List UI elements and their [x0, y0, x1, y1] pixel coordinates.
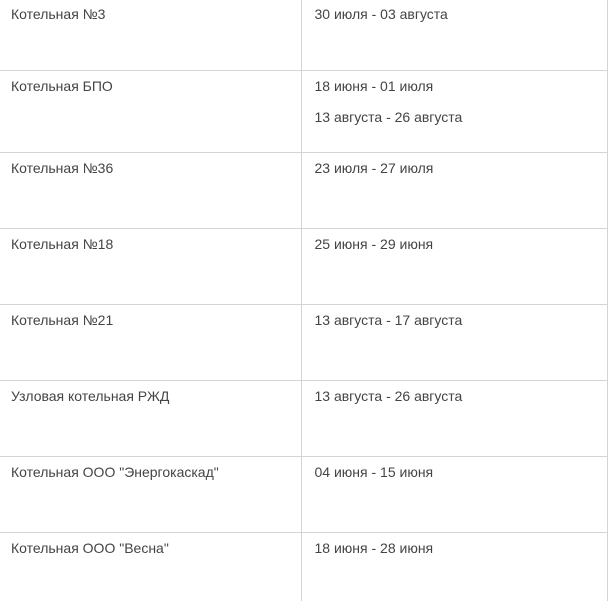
boiler-name: Котельная №21: [11, 311, 114, 328]
date-range: 13 августа - 26 августа: [314, 387, 463, 404]
shutdown-dates-cell: [301, 152, 608, 228]
shutdown-dates-cell: [301, 532, 608, 601]
boiler-name-cell: [0, 152, 301, 228]
date-range: 04 июня - 15 июня: [314, 463, 434, 480]
boiler-name-cell: [0, 456, 301, 532]
boiler-name-cell: [0, 228, 301, 304]
shutdown-dates-cell: [301, 456, 608, 532]
table-row: [0, 228, 608, 304]
shutdown-dates-cell: [301, 304, 608, 380]
date-range: 13 августа - 17 августа: [314, 311, 463, 328]
boiler-name: Котельная БПО: [11, 77, 113, 94]
boiler-name: Котельная ООО "Энергокаскад": [11, 463, 219, 480]
table-row: [0, 532, 608, 601]
date-range: 30 июля - 03 августа: [314, 6, 448, 22]
shutdown-dates-cell: [301, 0, 608, 70]
date-range: 23 июля - 27 июля: [314, 159, 434, 176]
boiler-name: Котельная ООО "Весна": [11, 539, 169, 556]
shutdown-dates-cell: [301, 228, 608, 304]
table-row: [0, 456, 608, 532]
boiler-name: Котельная №36: [11, 159, 114, 176]
shutdown-dates-cell: [301, 380, 608, 456]
table-row: [0, 70, 608, 152]
boiler-name: Узловая котельная РЖД: [11, 387, 170, 404]
boiler-name: Котельная №18: [11, 235, 114, 252]
date-range: 18 июня - 01 июля: [314, 77, 434, 94]
table-row: [0, 380, 608, 456]
table-row: [0, 0, 608, 70]
date-range: 18 июня - 28 июня: [314, 539, 434, 556]
date-range: 13 августа - 26 августа: [314, 109, 463, 126]
boiler-name-cell: [0, 380, 301, 456]
table-row: [0, 304, 608, 380]
table-row: [0, 152, 608, 228]
boiler-name-cell: [0, 304, 301, 380]
boiler-name-cell: [0, 0, 301, 70]
boiler-name-cell: [0, 70, 301, 152]
boiler-name: Котельная №3: [11, 6, 106, 22]
shutdown-dates-cell: [301, 70, 608, 152]
boiler-name-cell: [0, 532, 301, 601]
date-range: 25 июня - 29 июня: [314, 235, 434, 252]
